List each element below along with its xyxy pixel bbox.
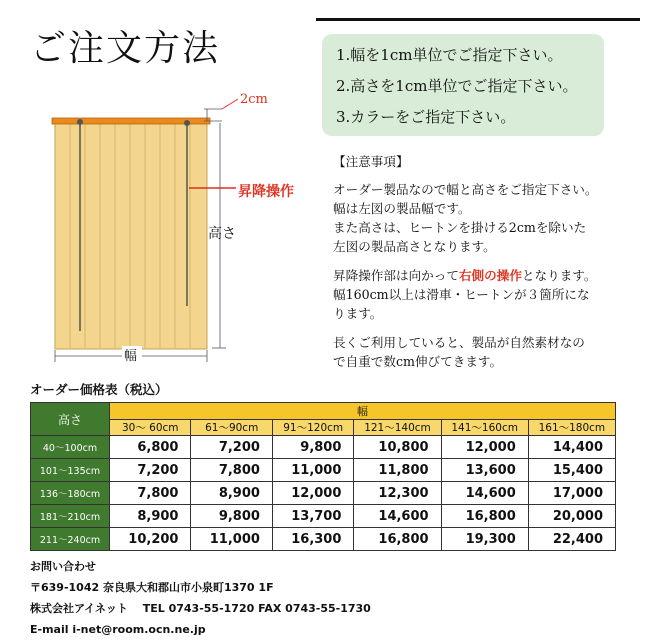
price-cell: 16,800 [354, 528, 441, 551]
table-row [31, 482, 616, 505]
price-cell: 9,800 [191, 505, 272, 528]
blind-illustration [30, 86, 330, 376]
price-cell: 8,900 [191, 482, 272, 505]
height-range: 40〜100cm [31, 436, 110, 459]
notes-line: ります。 [333, 306, 383, 321]
price-table-caption: オーダー価格表（税込） [30, 382, 168, 397]
contact-email[interactable]: E-mail i-net@room.ocn.ne.jp [30, 623, 206, 636]
price-cell: 14,600 [441, 482, 528, 505]
notes-highlight: 右側の操作 [458, 268, 522, 283]
height-range: 181〜210cm [31, 505, 110, 528]
price-cell: 14,400 [528, 436, 615, 459]
label-height: 高さ [208, 226, 236, 242]
price-cell: 12,000 [272, 482, 353, 505]
table-row [31, 528, 616, 551]
contact-address: 〒639-1042 奈良県大和郡山市小泉町1370 1F [30, 581, 274, 594]
price-cell: 20,000 [528, 505, 615, 528]
height-range: 211〜240cm [31, 528, 110, 551]
price-cell: 11,000 [272, 459, 353, 482]
height-range: 101〜135cm [31, 459, 110, 482]
label-width: 幅 [124, 349, 138, 364]
notes-line: オーダー製品なので幅と高さをご指定下さい。 [333, 182, 598, 197]
contact-heading: お問い合わせ [30, 560, 96, 573]
table-row [31, 505, 616, 528]
table-row [31, 459, 616, 482]
price-table [30, 402, 616, 551]
price-cell: 14,600 [354, 505, 441, 528]
price-cell: 12,300 [354, 482, 441, 505]
order-steps-box [322, 34, 604, 136]
notes-line: 長くご利用していると、製品が自然素材なの [333, 335, 585, 350]
price-cell: 7,200 [110, 459, 191, 482]
price-cell: 13,600 [441, 459, 528, 482]
price-cell: 13,700 [272, 505, 353, 528]
price-cell: 10,800 [354, 436, 441, 459]
price-cell: 7,200 [191, 436, 272, 459]
step-2: 2.高さを1cm単位でご指定下さい。 [336, 77, 578, 95]
step-3: 3.カラーをご指定下さい。 [336, 108, 516, 126]
width-range: 161〜180cm [528, 420, 615, 436]
table-row [31, 436, 616, 459]
price-cell: 15,400 [528, 459, 615, 482]
width-range: 91〜120cm [272, 420, 353, 436]
width-range: 61〜90cm [191, 420, 272, 436]
price-cell: 6,800 [110, 436, 191, 459]
height-header: 高さ [31, 403, 110, 436]
notes-line: また高さは、ヒートンを掛ける2cmを除いた [333, 220, 587, 235]
blind-body [55, 121, 207, 349]
notes-line: で自重で数cm伸びてきます。 [333, 354, 503, 369]
width-range: 30〜 60cm [110, 420, 191, 436]
height-range: 136〜180cm [31, 482, 110, 505]
price-cell: 16,800 [441, 505, 528, 528]
label-lift: 昇降操作 [238, 184, 294, 200]
width-header: 幅 [110, 403, 616, 420]
price-cell: 7,800 [110, 482, 191, 505]
width-range: 121〜140cm [354, 420, 441, 436]
price-cell: 10,200 [110, 528, 191, 551]
notes-text: となります。 [521, 268, 597, 283]
price-cell: 8,900 [110, 505, 191, 528]
page-title: ご注文方法 [30, 28, 221, 69]
notes-line [333, 266, 633, 285]
step-1: 1.幅を1cm単位でご指定下さい。 [336, 46, 563, 64]
price-cell: 12,000 [441, 436, 528, 459]
notes-heading: 【注意事項】 [333, 154, 409, 169]
price-cell: 11,000 [191, 528, 272, 551]
price-cell: 19,300 [441, 528, 528, 551]
price-cell: 17,000 [528, 482, 615, 505]
notes-line: 左図の製品高さとなります。 [333, 239, 496, 254]
contact-company: 株式会社アイネット TEL 0743-55-1720 FAX 0743-55-1730 [30, 602, 371, 615]
notes-section [333, 152, 633, 371]
price-cell: 9,800 [272, 436, 353, 459]
contact-section [30, 556, 371, 640]
label-2cm: 2cm [240, 92, 268, 107]
notes-text: 昇降操作部は向かって [333, 268, 459, 283]
width-range: 141〜160cm [441, 420, 528, 436]
price-cell: 22,400 [528, 528, 615, 551]
price-cell: 11,800 [354, 459, 441, 482]
notes-line: 幅160cm以上は滑車・ヒートンが３箇所にな [333, 287, 590, 302]
top-rule [316, 18, 640, 21]
price-cell: 16,300 [272, 528, 353, 551]
notes-line: 幅は左図の製品幅です。 [333, 201, 471, 216]
price-cell: 7,800 [191, 459, 272, 482]
